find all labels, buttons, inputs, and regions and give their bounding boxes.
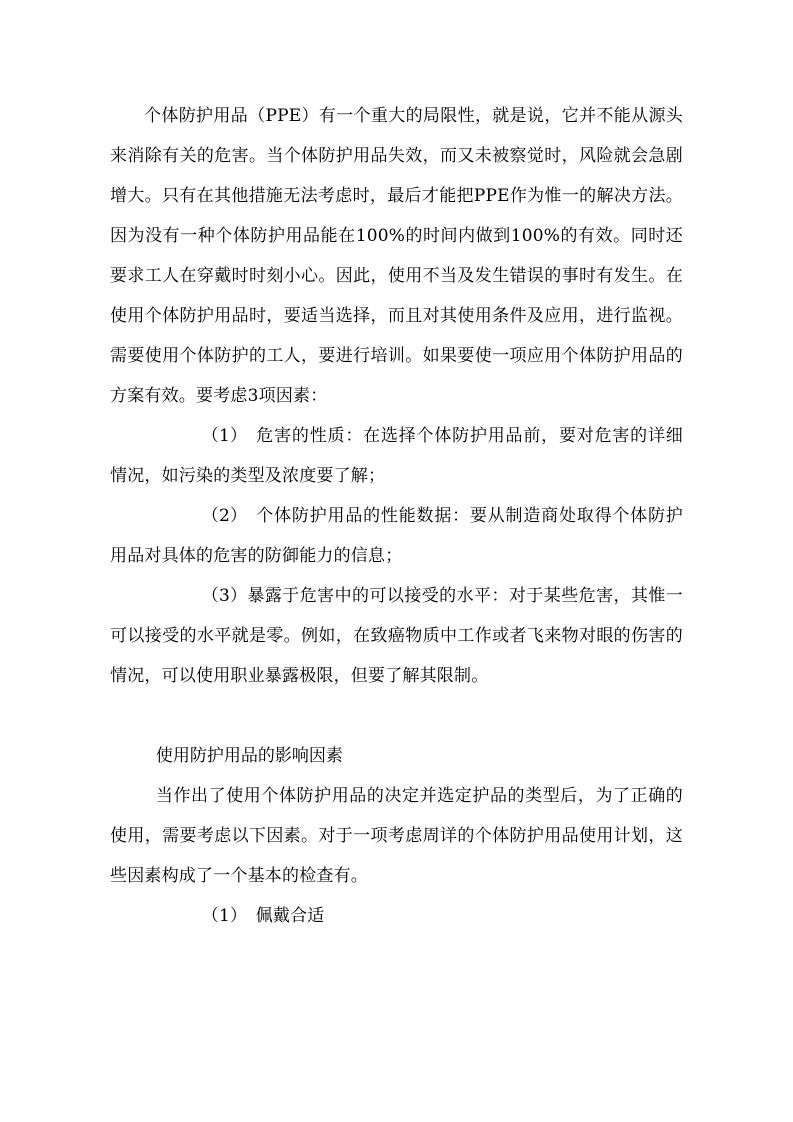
factor-number: （2） (201, 506, 248, 526)
intro-paragraph: 个体防护用品（PPE）有一个重大的局限性，就是说，它并不能从源头来消除有关的危害。当个体防护用品失效，而又未被察觉时，风险就会急剧增大。只有在其他措施无法考虑时，最后才能把PPE作为惟一的解决方法。因为没有一种个体防护用品能在100%的时间内做到100%的有效。同时还要求工人在穿戴时时刻小心。因此，使用不当及发生错误的事时有发生。在使用个体防护用品时，要适当选择，而且对其使用条件及应用，进行监视。需要使用个体防护的工人，要进行培训。如果要使一项应用个体防护用品的方案有效。要考虑3项因素： (110, 106, 683, 406)
factor-item-3 (110, 576, 683, 696)
factor-text: 个体防护用品的性能数据：要从制造商处取得个体防护用品对具体的危害的防御能力的信息； (110, 506, 683, 566)
factor-text: 危害的性质：在选择个体防护用品前，要对危害的详细情况，如污染的类型及浓度要了解； (110, 426, 683, 486)
factor-text: 暴露于危害中的可以接受的水平：对于某些危害，其惟一可以接受的水平就是零。例如，在致癌物质中工作或者飞来物对眼的伤害的情况，可以使用职业暴露极限，但要了解其限制。 (110, 586, 683, 686)
section-spacer (110, 696, 683, 736)
section-intro-paragraph: 当作出了使用个体防护用品的决定并选定护品的类型后，为了正确的使用，需要考虑以下因素。对于一项考虑周详的个体防护用品使用计划，这些因素构成了一个基本的检查有。 (110, 786, 683, 886)
section-heading: 使用防护用品的影响因素 (155, 746, 343, 766)
factor-item-2 (110, 496, 683, 576)
factor-number: （3） (201, 586, 248, 606)
factor-number: （1） (201, 426, 248, 446)
document-page (110, 96, 683, 936)
section-item-text: 佩戴合适 (255, 906, 325, 926)
section-item-1 (110, 896, 683, 936)
section-item-number: （1） (201, 906, 248, 926)
factor-item-1 (110, 416, 683, 496)
